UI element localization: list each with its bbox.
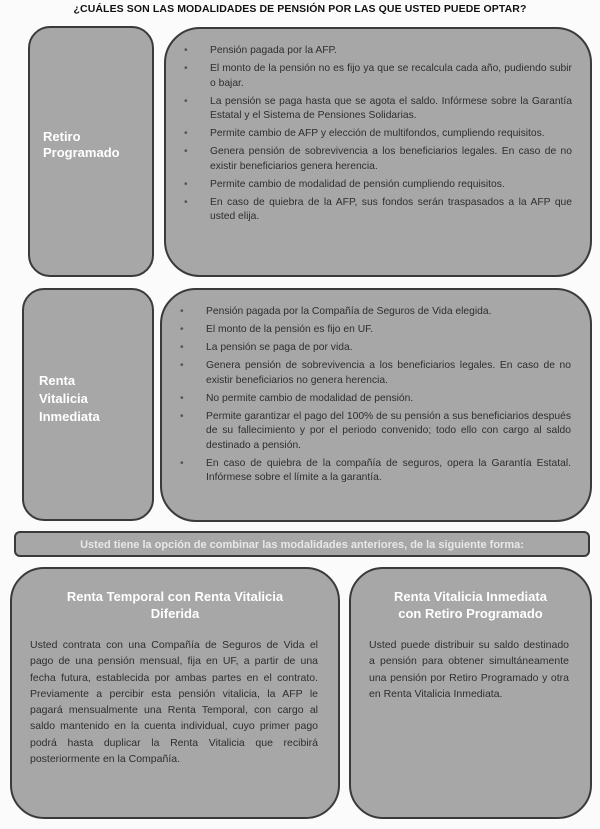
rv-con-rp-description: Usted puede distribuir su saldo destinado a pensión para obtener simultáneamente una pensión por Retiro Programado y otra en Renta Vitalicia Inmediata. — [369, 639, 569, 700]
renta-vitalicia-label — [39, 372, 100, 426]
renta-temporal-title — [12, 588, 338, 622]
list-item: • Permite cambio de AFP y elección de multifondos, cumpliendo requisitos. — [170, 127, 572, 142]
retiro-programado-details-box — [164, 27, 592, 277]
retiro-programado-label — [43, 129, 120, 161]
rv-con-rp-title-line1: Renta Vitalicia Inmediata — [394, 589, 547, 604]
renta-temporal-title-line2: Diferida — [150, 606, 200, 621]
page-title: ¿CUÁLES SON LAS MODALIDADES DE PENSIÓN POR LAS QUE USTED PUEDE OPTAR? — [73, 3, 527, 15]
renta-vitalicia-label-box — [22, 288, 154, 521]
renta-temporal-title-line1: Renta Temporal con Renta Vitalicia — [66, 589, 284, 604]
list-item: • No permite cambio de modalidad de pensión. — [166, 392, 571, 407]
renta-temporal-description: Usted contrata con una Compañía de Seguros de Vida el pago de una pensión mensual, fija en UF, a partir de una fecha futura, establecida por ambas partes en el contrato. Previamente a percibir esta pensión vitalicia, la AFP le pagará mensualmente una Renta Temporal, con cargo al saldo mantenido en la cuenta individual, cuyo primer pago podrá hasta duplicar la Renta Vitalicia que recibirá posteriormente en la Compañía. — [30, 639, 318, 766]
list-item: • Genera pensión de sobrevivencia a los beneficiarios legales. En caso de no existir beneficiarios genera herencia. — [170, 145, 572, 174]
rv-con-rp-box — [349, 567, 592, 819]
list-item: • En caso de quiebra de la AFP, sus fondos serán traspasados a la AFP que usted elija. — [170, 196, 572, 225]
list-item: • En caso de quiebra de la compañía de seguros, opera la Garantía Estatal. Infórmese sobre el límite a la garantía. — [166, 457, 571, 486]
list-item: • La pensión se paga hasta que se agota el saldo. Infórmese sobre la Garantía Estatal y el Sistema de Pensiones Solidarias. — [170, 95, 572, 124]
list-item: • Permite cambio de modalidad de pensión cumpliendo requisitos. — [170, 178, 572, 193]
retiro-programado-bullet-list — [170, 44, 572, 228]
renta-vitalicia-label-line2: Vitalicia — [39, 391, 88, 406]
list-item: • El monto de la pensión no es fijo ya que se recalcula cada año, pudiendo subir o bajar. — [170, 62, 572, 91]
list-item: • Genera pensión de sobrevivencia a los beneficiarios legales. En caso de no existir beneficiarios no genera herencia. — [166, 359, 571, 388]
retiro-programado-label-line2: Programado — [43, 145, 120, 160]
renta-temporal-box — [10, 567, 340, 819]
list-item: • La pensión se paga de por vida. — [166, 341, 571, 356]
rv-con-rp-title — [351, 588, 590, 622]
renta-vitalicia-label-line3: Inmediata — [39, 409, 100, 424]
combination-banner — [14, 531, 590, 557]
renta-vitalicia-details-box — [160, 288, 592, 522]
list-item: • Permite garantizar el pago del 100% de su pensión a sus beneficiarios después de su fallecimiento y por el periodo convenido; todo ello con cargo al saldo destinado a pensión. — [166, 410, 571, 454]
rv-con-rp-title-line2: con Retiro Programado — [398, 606, 543, 621]
list-item: • El monto de la pensión es fijo en UF. — [166, 323, 571, 338]
retiro-programado-label-line1: Retiro — [43, 129, 81, 144]
list-item: • Pensión pagada por la Compañía de Seguros de Vida elegida. — [166, 305, 571, 320]
retiro-programado-label-box — [28, 26, 154, 277]
list-item: • Pensión pagada por la AFP. — [170, 44, 572, 59]
renta-vitalicia-label-line1: Renta — [39, 373, 76, 388]
banner-text: Usted tiene la opción de combinar las modalidades anteriores, de la siguiente forma: — [80, 539, 524, 551]
renta-vitalicia-bullet-list — [166, 305, 571, 489]
